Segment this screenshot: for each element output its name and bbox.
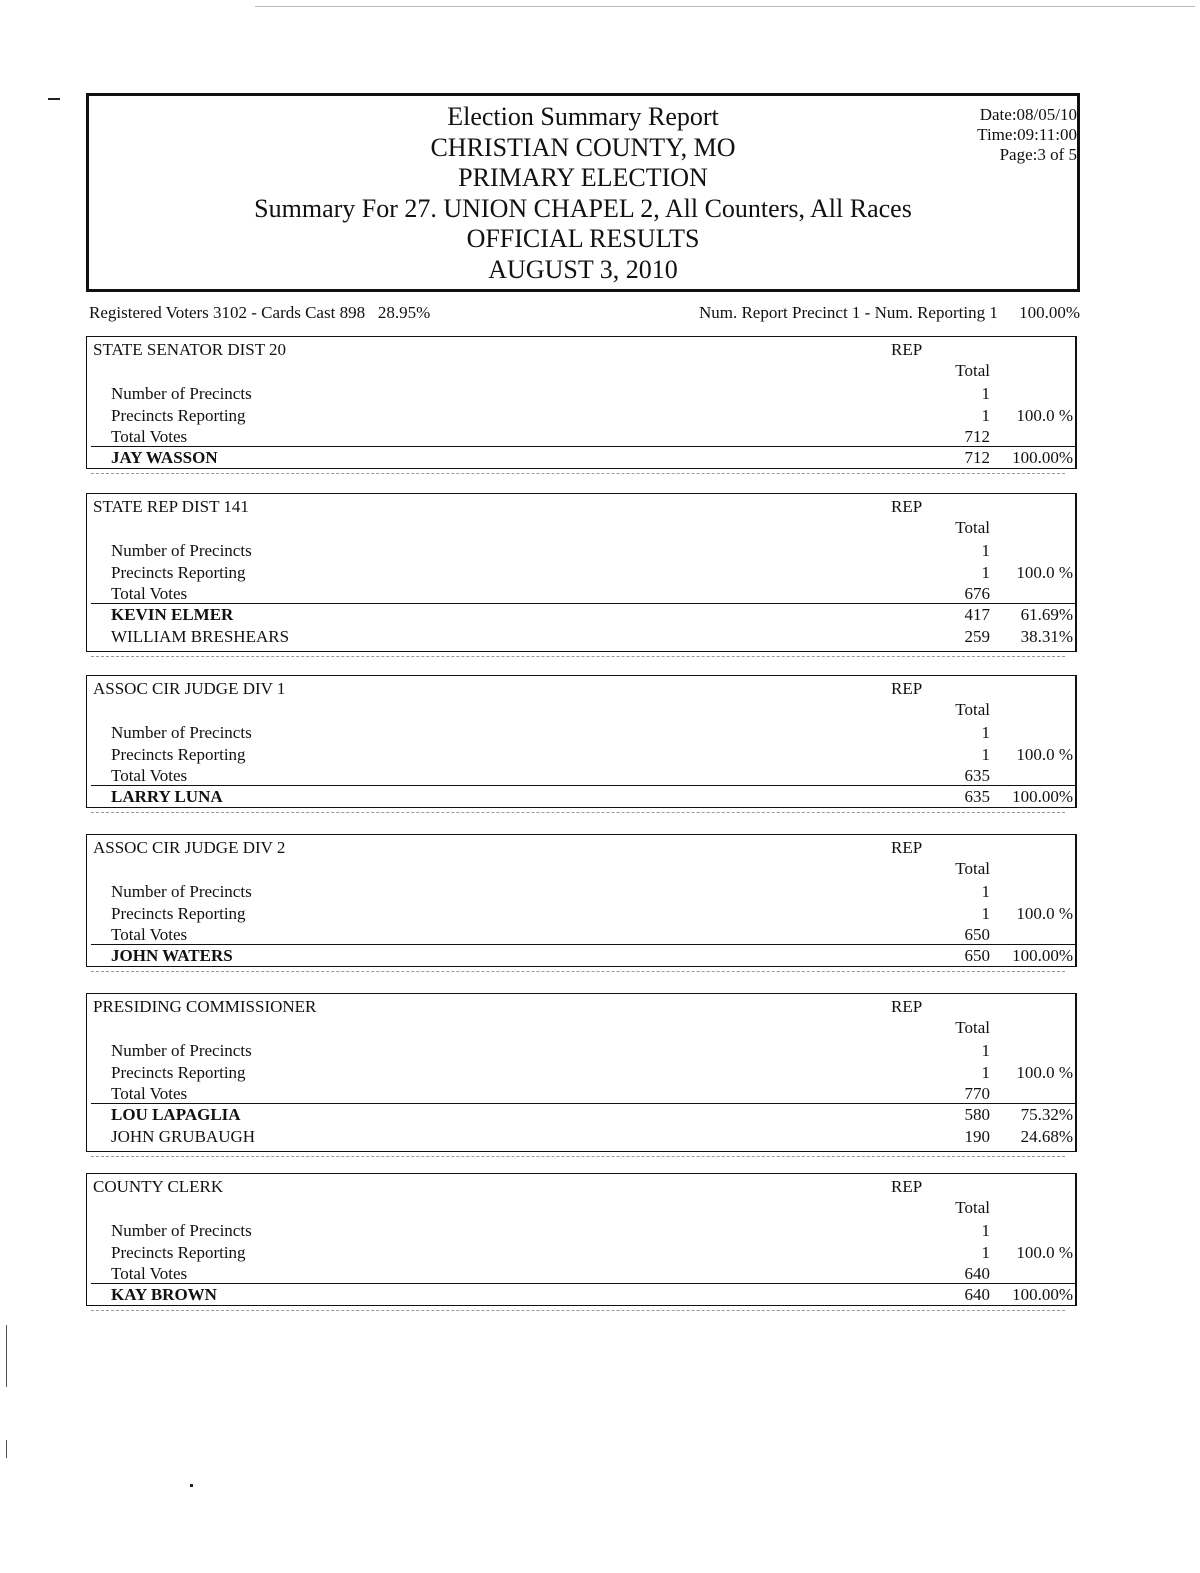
row-percent: 100.0 % [1016,1062,1073,1082]
row-label: Number of Precincts [111,1041,252,1060]
candidate-votes: 259 [964,626,990,646]
candidate-row [87,1126,1075,1148]
row-value: 1 [981,562,990,582]
candidate-votes: 417 [964,605,990,624]
race-box [86,1173,1077,1306]
row-label: Total Votes [111,925,188,944]
county-name: CHRISTIAN COUNTY, MO [430,132,736,162]
row-label: Total Votes [111,1264,188,1283]
party-label: REP [891,1177,923,1196]
row-label: Number of Precincts [111,1221,252,1240]
report-date: Date:08/05/10 [979,105,1077,124]
number-of-precincts-row [87,1220,1075,1242]
row-label: Precincts Reporting [111,405,246,425]
total-header: Total [955,859,990,878]
number-of-precincts-row [87,1040,1075,1062]
candidate-percent: 100.00% [1012,787,1073,806]
precincts-reporting-row [87,744,1075,766]
total-votes-row [87,1083,1075,1105]
precincts-reporting-row [87,405,1075,427]
row-value: 1 [981,882,990,901]
race-title: STATE SENATOR DIST 20 [93,340,287,359]
row-percent: 100.0 % [1016,744,1073,764]
number-of-precincts-row [87,722,1075,744]
row-label: Total Votes [111,584,188,603]
candidate-votes: 190 [964,1126,990,1146]
total-header: Total [955,361,990,380]
race-title: COUNTY CLERK [93,1177,224,1196]
row-value: 650 [964,925,990,944]
precincts-reporting-row [87,1062,1075,1084]
candidate-votes: 580 [964,1105,990,1124]
candidate-name: JOHN WATERS [111,946,233,965]
race-title: PRESIDING COMMISSIONER [93,997,317,1016]
election-name: PRIMARY ELECTION [458,163,708,192]
scan-artifact-mark [6,1440,7,1458]
row-label: Number of Precincts [111,541,252,560]
precincts-reporting-row [87,903,1075,925]
election-date: AUGUST 3, 2010 [488,254,678,284]
total-votes-row [87,924,1075,946]
race-title: ASSOC CIR JUDGE DIV 2 [93,838,286,857]
report-header [86,93,1080,292]
candidate-percent: 100.00% [1012,1285,1073,1304]
candidate-percent: 38.31% [1020,626,1073,646]
total-header: Total [955,700,990,719]
report-title-block [89,102,1077,285]
candidate-votes: 712 [964,448,990,467]
row-label: Total Votes [111,766,188,785]
candidate-name: JAY WASSON [111,448,218,467]
candidate-row [87,447,1075,469]
total-header: Total [955,518,990,537]
race-box [86,834,1077,967]
row-value: 1 [981,1242,990,1262]
race-box [86,336,1077,469]
row-label: Number of Precincts [111,882,252,901]
row-label: Total Votes [111,427,188,446]
total-votes-row [87,426,1075,448]
total-votes-row [87,583,1075,605]
candidate-votes: 650 [964,946,990,965]
scan-artifact-mark [190,1484,193,1487]
registered-voters-summary: Registered Voters 3102 - Cards Cast 898 28.95% [89,303,431,322]
candidate-name: JOHN GRUBAUGH [111,1126,256,1146]
row-label: Number of Precincts [111,384,252,403]
party-label: REP [891,997,923,1016]
candidate-percent: 100.00% [1012,448,1073,467]
precinct-summary: Summary For 27. UNION CHAPEL 2, All Counters, All Races [254,193,912,223]
row-value: 770 [964,1084,990,1103]
row-percent: 100.0 % [1016,405,1073,425]
candidate-row [87,626,1075,648]
row-value: 1 [981,1221,990,1240]
candidate-votes: 640 [964,1285,990,1304]
precincts-reporting-row [87,1242,1075,1264]
row-value: 1 [981,541,990,560]
row-value: 1 [981,1062,990,1082]
candidate-votes: 635 [964,787,990,806]
row-label: Precincts Reporting [111,903,246,923]
report-time: Time:09:11:00 [977,125,1077,144]
candidate-row [87,1284,1075,1306]
party-label: REP [891,497,923,516]
row-label: Precincts Reporting [111,1062,246,1082]
row-value: 712 [964,427,990,446]
candidate-row [87,945,1075,967]
number-of-precincts-row [87,881,1075,903]
candidate-percent: 75.32% [1020,1105,1073,1124]
row-value: 1 [981,1041,990,1060]
total-votes-row [87,765,1075,787]
row-label: Number of Precincts [111,723,252,742]
row-value: 1 [981,723,990,742]
candidate-name: LOU LAPAGLIA [111,1105,241,1124]
race-box [86,493,1077,652]
precinct-reporting-summary: Num. Report Precinct 1 - Num. Reporting 1 100.00% [698,303,1080,322]
candidate-percent: 100.00% [1012,946,1073,965]
report-title: Election Summary Report [447,102,719,131]
page-number: Page:3 of 5 [999,145,1077,164]
candidate-name: KAY BROWN [111,1285,217,1304]
candidate-row [87,786,1075,808]
total-header: Total [955,1018,990,1037]
candidate-percent: 24.68% [1020,1126,1073,1146]
row-label: Total Votes [111,1084,188,1103]
candidate-percent: 61.69% [1020,605,1073,624]
precincts-reporting-row [87,562,1075,584]
party-label: REP [891,679,923,698]
row-value: 635 [964,766,990,785]
row-value: 1 [981,405,990,425]
party-label: REP [891,838,923,857]
row-value: 1 [981,384,990,403]
row-percent: 100.0 % [1016,562,1073,582]
candidate-name: LARRY LUNA [111,787,223,806]
candidate-row [87,604,1075,626]
scan-artifact-mark [48,98,60,100]
race-box [86,993,1077,1152]
row-label: Precincts Reporting [111,744,246,764]
candidate-name: WILLIAM BRESHEARS [111,626,290,646]
candidate-row [87,1104,1075,1126]
row-value: 640 [964,1264,990,1283]
total-header: Total [955,1198,990,1217]
candidate-name: KEVIN ELMER [111,605,234,624]
row-value: 1 [981,744,990,764]
row-label: Precincts Reporting [111,1242,246,1262]
row-value: 676 [964,584,990,603]
race-title: ASSOC CIR JUDGE DIV 1 [93,679,286,698]
number-of-precincts-row [87,540,1075,562]
total-votes-row [87,1263,1075,1285]
row-percent: 100.0 % [1016,1242,1073,1262]
party-label: REP [891,340,923,359]
scan-artifact-line [255,6,1195,7]
race-box [86,675,1077,808]
row-value: 1 [981,903,990,923]
results-status: OFFICIAL RESULTS [466,224,700,253]
scan-artifact-mark [6,1325,7,1387]
report-meta [977,105,1077,165]
row-percent: 100.0 % [1016,903,1073,923]
row-label: Precincts Reporting [111,562,246,582]
number-of-precincts-row [87,383,1075,405]
race-title: STATE REP DIST 141 [93,497,249,516]
